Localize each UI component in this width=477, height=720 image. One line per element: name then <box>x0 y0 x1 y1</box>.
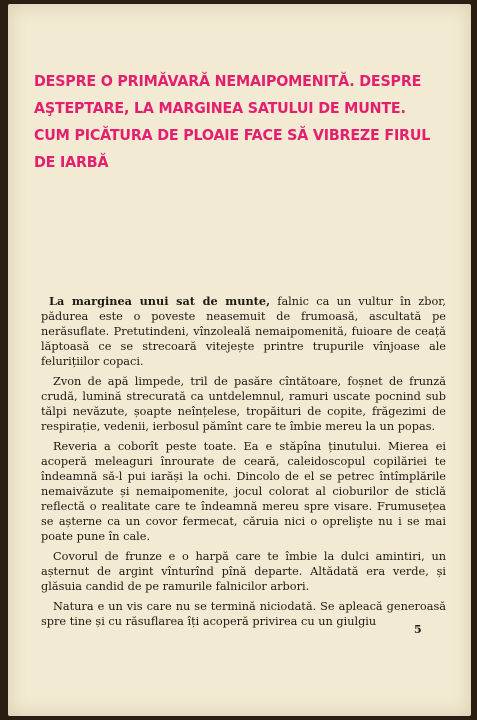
heading-line-1: DESPRE O PRIMĂVARĂ NEMAIPOMENITĂ. DESPRE <box>34 72 422 90</box>
body-text <box>41 294 446 634</box>
paragraph-2-text: Zvon de apă limpede, tril de pasăre cîntătoare, foșnet de frunză crudă, lumină strecurată ca untdelemnul, ramuri uscate pocnind sub tălpi nevăzute, șoapte neînțelese, tropăituri de copite, frăgezimi de respirație, vedenii, ierbosul pămînt care te îmbie mereu la un popas. <box>41 375 446 433</box>
heading-line-3: CUM PICĂTURA DE PLOAIE FACE SĂ VIBREZE FIRUL <box>34 126 431 144</box>
paragraph-4-text: Covorul de frunze e o harpă care te îmbie la dulci amintiri, un așternut de argint vînturînd pînă departe. Altădată era verde, și glăsuia candid de pe ramurile falnicilor arbori. <box>41 550 446 593</box>
book-page <box>8 4 471 716</box>
paragraph-3-text: Reveria a coborît peste toate. Ea e stăpîna ținutului. Mierea ei acoperă meleaguri înrourate de ceară, caleidoscopul copilăriei te îndeamnă să-l pui iarăși la ochi. Dincolo de el se petrec întîmplările nemaivăzute și nemaipomenite, jocul colorat al cioburilor de sticlă reflectă o realitate care te îndeamnă mereu spre visare. Frumusețea se așterne ca un covor fermecat, căruia nici o oprelişte nu i se mai poate pune în cale. <box>41 440 446 543</box>
paragraph-1-lead: La marginea unui sat de munte, <box>49 294 271 308</box>
paragraph-3 <box>41 439 446 544</box>
heading-line-4: DE IARBĂ <box>34 153 109 171</box>
paragraph-4 <box>41 549 446 594</box>
chapter-heading <box>34 68 431 176</box>
paragraph-1 <box>41 294 446 369</box>
paragraph-1-text: falnic ca un vultur în zbor, pădurea este o poveste neasemuit de frumoasă, ascultată pe nerăsuflate. Pretutindeni, vînzoleală nemaipomenită, fuioare de ceață lăptoasă ce se strecoară vitejește printre trupurile vînjoase ale felurițiilor copaci. <box>41 295 447 368</box>
paragraph-5 <box>41 599 446 629</box>
heading-line-2: AŞTEPTARE, LA MARGINEA SATULUI DE MUNTE. <box>34 99 406 117</box>
page-number: 5 <box>414 623 422 636</box>
paragraph-2 <box>41 374 446 434</box>
paragraph-5-text: Natura e un vis care nu se termină niciodată. Se apleacă generoasă spre tine și cu răsuflarea îți acoperă privirea cu un giulgiu <box>41 600 446 628</box>
